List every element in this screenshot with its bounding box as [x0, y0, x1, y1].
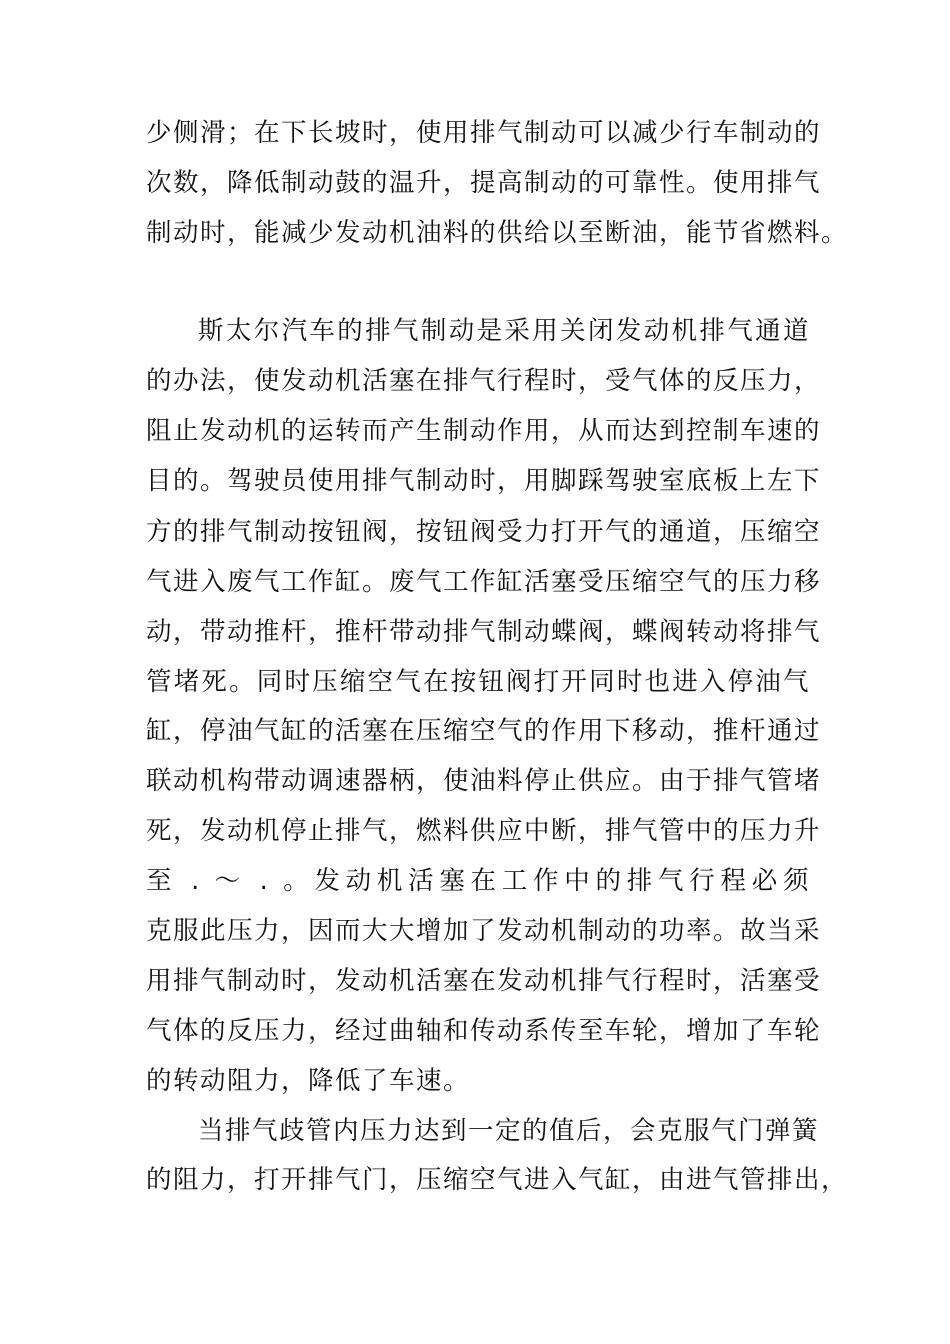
text-line: 次数，降低制动鼓的温升，提高制动的可靠性。使用排气 [146, 168, 822, 198]
text-line: 方的排气制动按钮阀，按钮阀受力打开气的通道，压缩空 [146, 517, 822, 547]
text-line: 管堵死。同时压缩空气在按钮阀打开同时也进入停油气 [146, 667, 810, 697]
text-line: 动，带动推杆，推杆带动排气制动蝶阀，蝶阀转动将排气 [146, 617, 822, 647]
text-line: 联动机构带动调速器柄，使油料停止供应。由于排气管堵 [146, 766, 822, 796]
text-line: 的办法，使发动机活塞在排气行程时，受气体的反压力， [146, 366, 822, 396]
text-line: 至 . ～ . 。发动机活塞在工作中的排气行程必须 [146, 866, 810, 896]
text-line: 的转动阻力，降低了车速。 [146, 1066, 471, 1096]
text-line: 用排气制动时，发动机活塞在发动机排气行程时，活塞受 [146, 966, 822, 996]
text-line: 少侧滑；在下长坡时，使用排气制动可以减少行车制动的 [146, 118, 822, 148]
text-line: 死，发动机停止排气，燃料供应中断，排气管中的压力升 [146, 816, 822, 846]
text-line: 目的。驾驶员使用排气制动时，用脚踩驾驶室底板上左下 [146, 466, 822, 496]
text-line: 气体的反压力，经过曲轴和传动系传至车轮，增加了车轮 [146, 1016, 822, 1046]
text-line: 克服此压力，因而大大增加了发动机制动的功率。故当采 [146, 916, 822, 946]
text-line: 制动时，能减少发动机油料的供给以至断油，能节省燃料。 [146, 218, 849, 248]
text-line: 阻止发动机的运转而产生制动作用，从而达到控制车速的 [146, 416, 822, 446]
text-line: 的阻力，打开排气门，压缩空气进入气缸，由进气管排出， [146, 1165, 849, 1195]
text-line: 当排气歧管内压力达到一定的值后，会克服气门弹簧 [198, 1116, 820, 1146]
text-line: 缸，停油气缸的活塞在压缩空气的作用下移动，推杆通过 [146, 716, 822, 746]
text-line: 气进入废气工作缸。废气工作缸活塞受压缩空气的压力移 [146, 567, 822, 597]
text-line: 斯太尔汽车的排气制动是采用关闭发动机排气通道 [198, 316, 810, 346]
